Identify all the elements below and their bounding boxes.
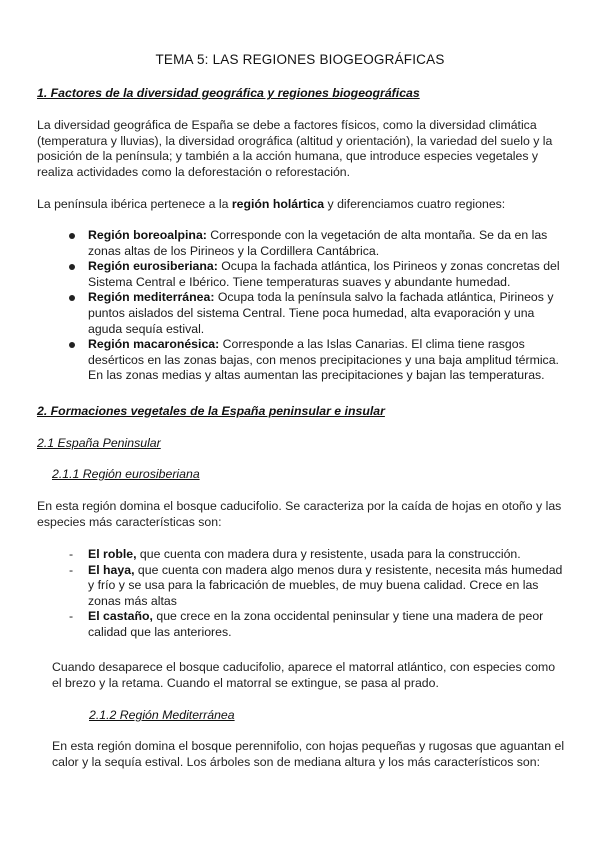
tree-item-haya: [37, 563, 567, 610]
section-1-intro-paragraph: La diversidad geográfica de España se debe a factores físicos, como la diversidad climática (temperatura y lluvias), la diversidad orográfica (altitud y orientación), la variedad del suelo y la posición de la península; y también a la acción humana, que introduce especies vegetales y realiza actividades como la deforestación o reforestación.: [37, 118, 553, 179]
matorral-paragraph: Cuando desaparece el bosque caducifolio, aparece el matorral atlántico, con especies como el brezo y la retama. Cuando el matorral se extingue, se pasa al prado.: [52, 660, 556, 690]
region-item-mediterranea: [37, 290, 567, 337]
tree-name: El castaño,: [88, 609, 153, 624]
holartica-term: región holártica: [231, 197, 325, 211]
tree-description: que crece en la zona occidental peninsular y tiene una madera de peor calidad que las anteriores.: [88, 609, 544, 639]
holartica-paragraph: [37, 197, 567, 213]
tree-name: El roble,: [88, 547, 137, 561]
region-name: Región mediterránea:: [88, 290, 215, 305]
tree-description: que cuenta con madera algo menos dura y resistente, necesita más humedad y frío y se usa para la fabricación de muebles, de muy buena calidad. Crece en las zonas más altas: [88, 562, 563, 608]
region-description: Ocupa la fachada atlántica, los Pirineos y zonas concretas del Sistema Central e Ibérico. Tiene temperaturas suaves y abundante humedad.: [88, 259, 560, 289]
region-description: Corresponde a las Islas Canarias. El clima tiene rasgos desérticos en las zonas bajas, con menos precipitaciones y una baja amplitud térmica. En las zonas medias y altas aumentan las precipitaciones y bajan las temperaturas.: [88, 337, 559, 383]
bullet-icon: [69, 264, 75, 270]
regions-list: [37, 228, 567, 384]
subsection-2-1-1-heading: 2.1.1 Región eurosiberiana: [52, 467, 200, 481]
bullet-icon: [69, 342, 75, 348]
subsection-2-1-2-heading: 2.1.2 Región Mediterránea: [89, 708, 235, 722]
section-2-heading: 2. Formaciones vegetales de la España peninsular e insular: [37, 404, 385, 418]
holartica-text-post: y diferenciamos cuatro regiones:: [324, 197, 506, 211]
region-name: Región boreoalpina:: [88, 228, 207, 242]
region-item-eurosiberiana: [37, 259, 567, 290]
dash-marker: -: [69, 609, 74, 624]
tree-description: que cuenta con madera dura y resistente, usada para la construcción.: [136, 547, 521, 561]
region-description: Ocupa toda la península salvo la fachada atlántica, Pirineos y puntos aislados del sistema Central. Tiene poca humedad, alta evaporación y una aguda sequía estival.: [88, 290, 554, 336]
document-title: TEMA 5: LAS REGIONES BIOGEOGRÁFICAS: [155, 52, 445, 67]
tree-name: El haya,: [88, 562, 135, 577]
tree-item-castano: [37, 609, 567, 640]
mediterranea-intro-paragraph: En esta región domina el bosque perennifolio, con hojas pequeñas y rugosas que aguantan el calor y la sequía estival. Los árboles son de mediana altura y los más característicos son:: [52, 739, 565, 769]
dash-marker: -: [69, 547, 74, 561]
region-name: Región eurosiberiana:: [88, 259, 218, 274]
region-item-macaronesica: [37, 337, 567, 384]
eurosiberiana-intro-paragraph: En esta región domina el bosque caducifolio. Se caracteriza por la caída de hojas en otoño y las especies más características son:: [37, 499, 562, 529]
region-name: Región macaronésica:: [88, 337, 220, 352]
region-item-boreoalpina: [37, 228, 567, 259]
subsection-2-1-heading: 2.1 España Peninsular: [37, 436, 161, 450]
bullet-icon: [69, 233, 75, 239]
dash-marker: -: [69, 562, 74, 577]
bullet-icon: [69, 295, 75, 301]
tree-item-roble: [37, 547, 567, 563]
trees-list: [37, 547, 567, 641]
region-description: Corresponde con la vegetación de alta montaña. Se da en las zonas altas de los Pirineos y la Cordillera Cantábrica.: [88, 228, 548, 258]
section-1-heading: 1. Factores de la diversidad geográfica y regiones biogeográficas: [37, 86, 420, 100]
holartica-text-pre: La península ibérica pertenece a la: [37, 197, 232, 211]
